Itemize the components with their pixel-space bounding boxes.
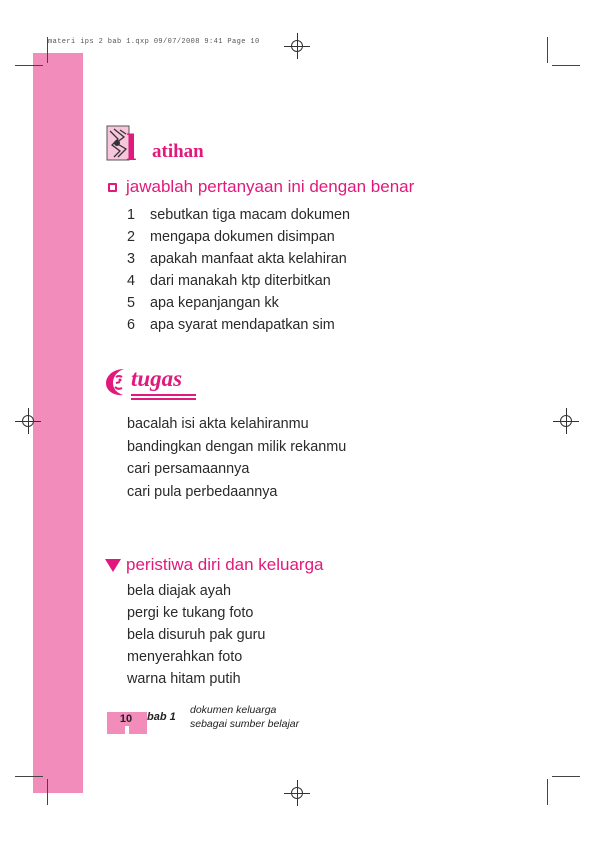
question-list bbox=[127, 204, 350, 336]
tugas-list bbox=[127, 413, 346, 503]
list-item: bela diajak ayah bbox=[127, 583, 232, 599]
peristiwa-list bbox=[127, 580, 265, 690]
list-item: cari pula perbedaannya bbox=[127, 483, 278, 500]
latihan-instruction: jawablah pertanyaan ini dengan benar bbox=[126, 177, 415, 196]
chapter-title: dokumen keluarga sebagai sumber belajar bbox=[190, 704, 300, 730]
registration-mark-icon bbox=[284, 33, 310, 59]
crop-mark bbox=[47, 37, 48, 63]
tugas-underline bbox=[131, 394, 196, 396]
crop-mark bbox=[47, 779, 48, 805]
registration-mark-icon bbox=[15, 408, 41, 434]
registration-mark-icon bbox=[553, 408, 579, 434]
chapter-label: bab 1 bbox=[147, 711, 176, 723]
page-number-tab-notch bbox=[125, 726, 129, 734]
triangle-bullet-icon bbox=[105, 559, 121, 572]
peristiwa-title: peristiwa diri dan keluarga bbox=[126, 555, 324, 574]
list-item: menyerahkan foto bbox=[127, 649, 243, 665]
latihan-title: atihan bbox=[152, 141, 204, 162]
crop-mark bbox=[547, 37, 548, 63]
crop-mark bbox=[547, 779, 548, 805]
checkbox-bullet-icon bbox=[108, 183, 117, 192]
crop-mark bbox=[552, 65, 580, 66]
tugas-face-icon bbox=[104, 367, 132, 397]
registration-mark-icon bbox=[284, 780, 310, 806]
crop-mark bbox=[552, 776, 580, 777]
list-item: 4 dari manakah ktp diterbitkan bbox=[127, 273, 331, 289]
tugas-underline bbox=[131, 398, 196, 400]
list-item: bela disuruh pak guru bbox=[127, 627, 266, 643]
list-item: 3 apakah manfaat akta kelahiran bbox=[127, 251, 347, 267]
list-item: bacalah isi akta kelahiranmu bbox=[127, 416, 309, 432]
latihan-heading-icon bbox=[106, 125, 148, 163]
list-item: 1 sebutkan tiga macam dokumen bbox=[127, 207, 350, 223]
list-item: 2 mengapa dokumen disimpan bbox=[127, 229, 335, 245]
list-item: cari persamaannya bbox=[127, 461, 250, 477]
tugas-title: tugas bbox=[131, 366, 183, 391]
crop-mark bbox=[15, 776, 43, 777]
crop-mark bbox=[15, 65, 43, 66]
list-item: pergi ke tukang foto bbox=[127, 605, 254, 621]
list-item: 6 apa syarat mendapatkan sim bbox=[127, 317, 335, 333]
list-item: 5 apa kepanjangan kk bbox=[127, 295, 279, 311]
print-slug: materi ips 2 bab 1.qxp 09/07/2008 9:41 Page 10 bbox=[48, 38, 260, 46]
list-item: warna hitam putih bbox=[127, 671, 241, 687]
list-item: bandingkan dengan milik rekanmu bbox=[127, 438, 347, 455]
latihan-initial: l bbox=[126, 127, 137, 163]
page-number: 10 bbox=[119, 713, 133, 725]
